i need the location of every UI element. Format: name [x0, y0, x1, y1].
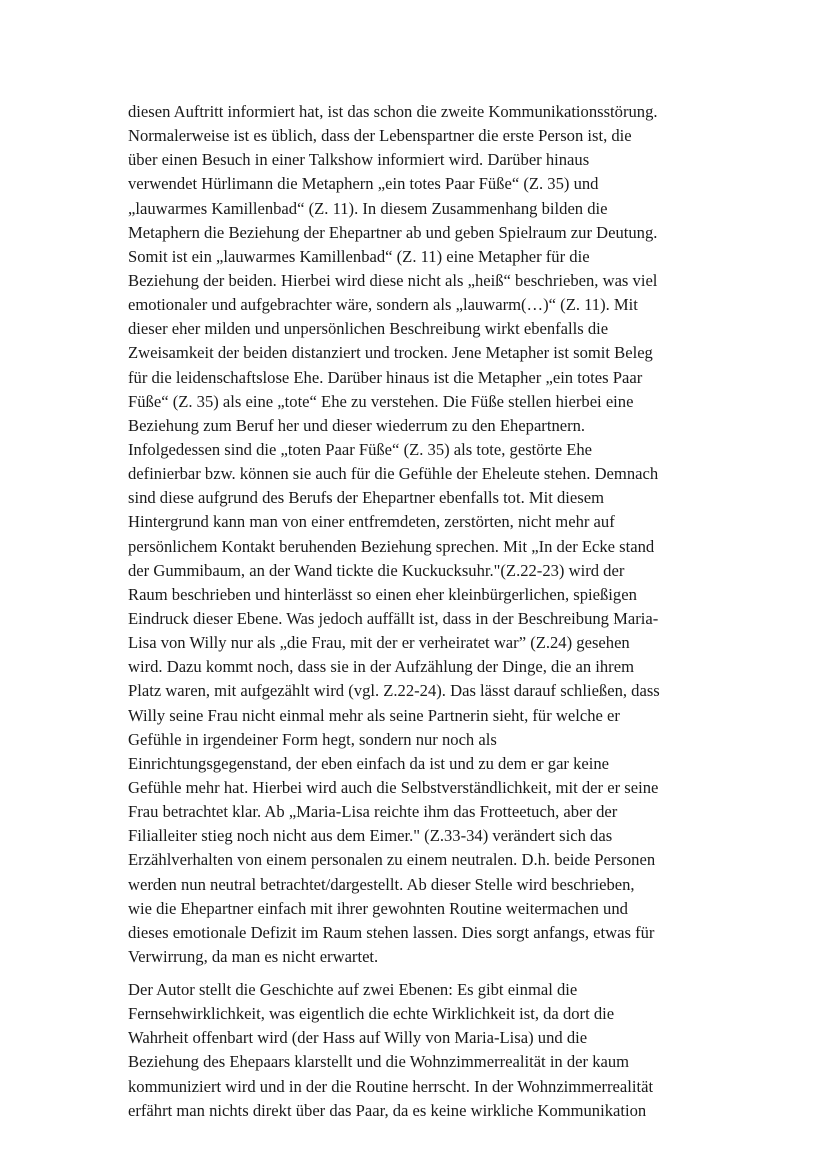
text-line: Metaphern die Beziehung der Ehepartner ab und geben Spielraum zur Deutung. — [128, 222, 658, 242]
text-line: Erzählverhalten von einem personalen zu einem neutralen. D.h. beide Personen — [128, 850, 656, 870]
text-line: „lauwarmes Kamillenbad“ (Z. 11). In diesem Zusammenhang bilden die — [128, 198, 608, 218]
text-line: Lisa von Willy nur als „die Frau, mit der er verheiratet war” (Z.24) gesehen — [128, 633, 630, 653]
text-line: wird. Dazu kommt noch, dass sie in der Aufzählung der Dinge, die an ihrem — [128, 657, 634, 677]
paragraph-2 — [128, 978, 728, 1123]
text-line: persönlichem Kontakt beruhenden Beziehung sprechen. Mit „In der Ecke stand — [128, 536, 655, 556]
text-line: für die leidenschaftslose Ehe. Darüber hinaus ist die Metapher „ein totes Paar — [128, 367, 643, 387]
text-line: wie die Ehepartner einfach mit ihrer gewohnten Routine weitermachen und — [128, 898, 628, 918]
text-line: dieses emotionale Defizit im Raum stehen lassen. Dies sorgt anfangs, etwas für — [128, 922, 655, 942]
text-line: dieser eher milden und unpersönlichen Beschreibung wirkt ebenfalls die — [128, 319, 609, 339]
text-line: erfährt man nichts direkt über das Paar, da es keine wirkliche Kommunikation — [128, 1100, 647, 1120]
text-line: definierbar bzw. können sie auch für die Gefühle der Eheleute stehen. Demnach — [128, 464, 659, 484]
text-line: Verwirrung, da man es nicht erwartet. — [128, 946, 379, 966]
text-line: Somit ist ein „lauwarmes Kamillenbad“ (Z. 11) eine Metapher für die — [128, 246, 590, 266]
text-line: Eindruck dieser Ebene. Was jedoch auffällt ist, dass in der Beschreibung Maria- — [128, 608, 659, 628]
text-line: Einrichtungsgegenstand, der eben einfach da ist und zu dem er gar keine — [128, 753, 610, 773]
text-line: diesen Auftritt informiert hat, ist das schon die zweite Kommunikationsstörung. — [128, 102, 658, 121]
text-line: sind diese aufgrund des Berufs der Ehepartner ebenfalls tot. Mit diesem — [128, 488, 605, 508]
text-line: Frau betrachtet klar. Ab „Maria-Lisa reichte ihm das Frotteetuch, aber der — [128, 802, 618, 822]
text-line: Gefühle in irgendeiner Form hegt, sondern nur noch als — [128, 729, 497, 749]
text-line: Filialleiter stieg noch nicht aus dem Eimer." (Z.33-34) verändert sich das — [128, 826, 613, 846]
text-line: Füße“ (Z. 35) als eine „tote“ Ehe zu verstehen. Die Füße stellen hierbei eine — [128, 391, 634, 411]
text-line: Hintergrund kann man von einer entfremdeten, zerstörten, nicht mehr auf — [128, 512, 615, 532]
text-line: über einen Besuch in einer Talkshow informiert wird. Darüber hinaus — [128, 150, 590, 170]
text-line: Der Autor stellt die Geschichte auf zwei Ebenen: Es gibt einmal die — [128, 980, 578, 1000]
text-line: Zweisamkeit der beiden distanziert und trocken. Jene Metapher ist somit Beleg — [128, 343, 653, 363]
text-line: Willy seine Frau nicht einmal mehr als seine Partnerin sieht, für welche er — [128, 705, 620, 725]
paragraph-1 — [128, 100, 728, 969]
text-line: der Gummibaum, an der Wand tickte die Kuckucksuhr."(Z.22-23) wird der — [128, 560, 625, 580]
document-page — [128, 100, 728, 1123]
text-line: werden nun neutral betrachtet/dargestellt. Ab dieser Stelle wird beschrieben, — [128, 874, 635, 894]
text-line: verwendet Hürlimann die Metaphern „ein totes Paar Füße“ (Z. 35) und — [128, 174, 599, 194]
text-line: kommuniziert wird und in der die Routine herrscht. In der Wohnzimmerrealität — [128, 1076, 654, 1096]
text-line: Infolgedessen sind die „toten Paar Füße“ (Z. 35) als tote, gestörte Ehe — [128, 439, 593, 459]
text-line: Beziehung des Ehepaars klarstellt und die Wohnzimmerrealität in der kaum — [128, 1052, 630, 1072]
text-line: Fernsehwirklichkeit, was eigentlich die echte Wirklichkeit ist, da dort die — [128, 1004, 615, 1024]
text-line: Beziehung zum Beruf her und dieser wiederrum zu den Ehepartnern. — [128, 415, 586, 435]
text-line: emotionaler und aufgebrachter wäre, sondern als „lauwarm(…)“ (Z. 11). Mit — [128, 295, 638, 315]
text-line: Normalerweise ist es üblich, dass der Lebenspartner die erste Person ist, die — [128, 126, 632, 146]
text-line: Gefühle mehr hat. Hierbei wird auch die Selbstverständlichkeit, mit der er seine — [128, 777, 659, 797]
text-line: Beziehung der beiden. Hierbei wird diese nicht als „heiß“ beschrieben, was viel — [128, 270, 658, 290]
text-line: Raum beschrieben und hinterlässt so einen eher kleinbürgerlichen, spießigen — [128, 584, 637, 604]
text-line: Platz waren, mit aufgezählt wird (vgl. Z.22-24). Das lässt darauf schließen, dass — [128, 681, 660, 701]
text-line: Wahrheit offenbart wird (der Hass auf Willy von Maria-Lisa) und die — [128, 1028, 588, 1048]
